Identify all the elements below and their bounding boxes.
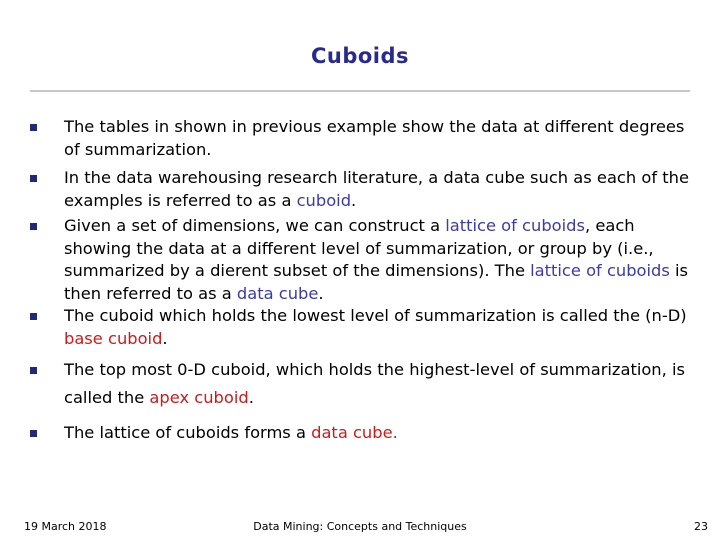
bullet-text-mid2: is then referred to as a	[64, 261, 689, 303]
footer-date: 19 March 2018	[24, 520, 107, 533]
slide-title: Cuboids	[310, 44, 410, 68]
square-bullet-icon	[30, 223, 37, 230]
bullet-text-end: .	[162, 328, 168, 348]
term-lattice-of-cuboids-2: lattice of cuboids	[530, 261, 670, 280]
bullet-text: The cuboid which holds the lowest level of summarization is called the (n-D)	[64, 306, 687, 325]
bullet-text-end: .	[351, 190, 357, 210]
title-divider	[30, 90, 690, 92]
bullet-text-mid: , each showing the data at a different level of summarization, or group by (i.e., summarized by a dierent subset of the dimensions). The	[64, 216, 654, 280]
square-bullet-icon	[30, 175, 37, 182]
bullet-text-end: .	[248, 388, 254, 407]
bullet-text: The tables in shown in previous example show the data at different degrees of summarization.	[64, 117, 685, 159]
square-bullet-icon	[30, 124, 37, 131]
term-data-cube-red: data cube.	[311, 423, 398, 442]
bullet-item-2	[64, 167, 694, 212]
bullet-item-6	[64, 419, 694, 447]
square-bullet-icon	[30, 313, 37, 320]
term-lattice-of-cuboids: lattice of cuboids	[445, 216, 585, 235]
bullet-item-4	[64, 305, 694, 350]
term-cuboid: cuboid	[296, 190, 352, 210]
bullet-text: The lattice of cuboids forms a	[64, 423, 312, 442]
footer-course: Data Mining: Concepts and Techniques	[253, 520, 467, 533]
bullet-text: The top most 0-D cuboid, which holds the highest-level of summarization, is called the	[64, 360, 685, 407]
term-base-cuboid: base cuboid	[64, 328, 163, 348]
bullet-text: In the data warehousing research literature, a data cube such as each of the examples is referred to as a	[64, 168, 689, 210]
term-apex-cuboid: apex cuboid	[149, 388, 249, 407]
bullet-text: Given a set of dimensions, we can construct a	[64, 216, 446, 235]
term-data-cube: data cube	[236, 283, 319, 303]
footer-page-number: 23	[694, 520, 708, 533]
bullet-text-end: .	[318, 283, 324, 303]
bullet-item-1	[64, 116, 694, 161]
square-bullet-icon	[30, 367, 37, 374]
square-bullet-icon	[30, 430, 37, 437]
bullet-item-3	[64, 215, 694, 305]
bullet-item-5	[64, 356, 694, 412]
